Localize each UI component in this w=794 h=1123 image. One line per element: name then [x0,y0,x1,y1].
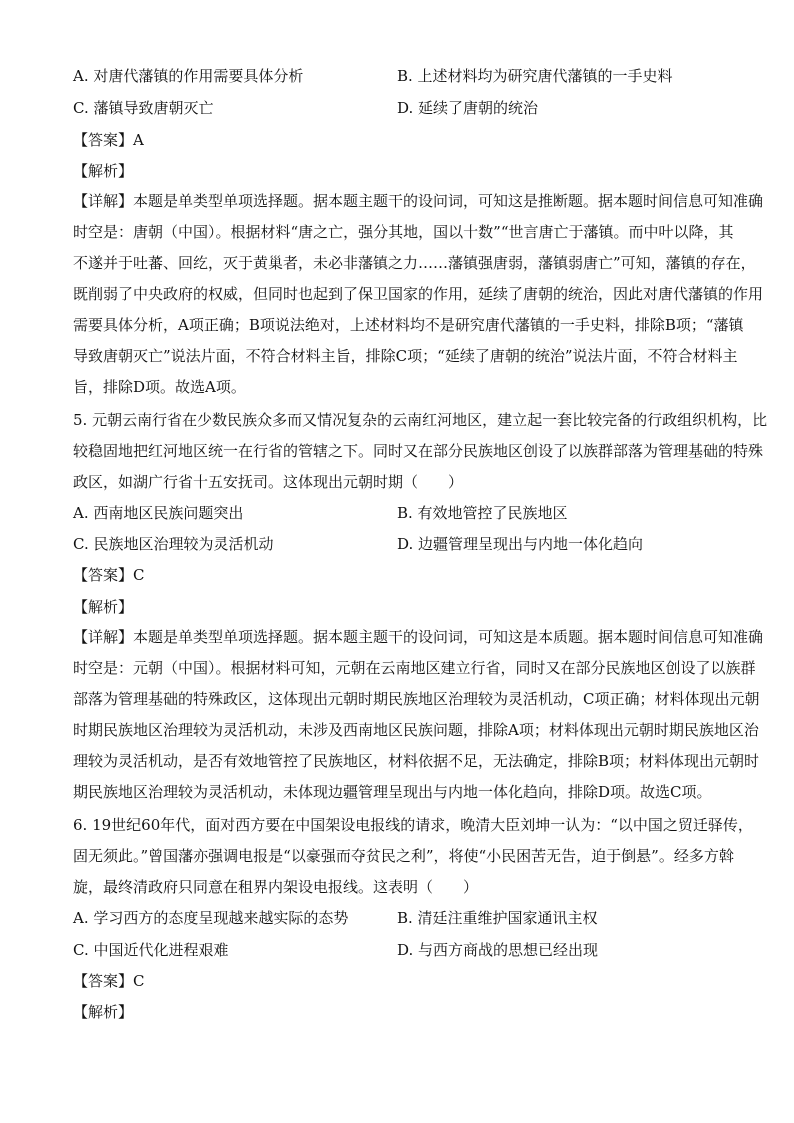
q4-detail-line: 需要具体分析，A项正确；B项说法绝对，上述材料均不是研究唐代藩镇的一手史料，排除B项；“藩镇 [73,316,744,334]
q4-detail-line: 既削弱了中央政府的权威，但同时也起到了保卫国家的作用，延续了唐朝的统治，因此对唐代藩镇的作用 [73,285,764,303]
q5-stem-line: 政区，如湖广行省十五安抚司。这体现出元朝时期（ ） [73,473,464,491]
q4-analysis-label: 【解析】 [73,162,134,180]
q5-detail-line: 理较为灵活机动，是否有效地管控了民族地区，材料依据不足，无法确定，排除B项；材料体现出元朝时 [73,752,760,770]
q5-answer: 【答案】C [73,566,145,584]
q4-detail-line: 旨，排除D项。故选A项。 [73,378,246,396]
q5-detail-line: 期民族地区治理较为灵活机动，未体现边疆管理呈现出与内地一体化趋向，排除D项。故选C项。 [73,783,712,801]
q4-detail-line: 【详解】本题是单类型单项选择题。据本题主题干的设问词，可知这是推断题。据本题时间信息可知准确 [73,192,764,210]
q5-option-a: A. 西南地区民族问题突出 [73,504,244,522]
q6-stem-line: 旋，最终清政府只同意在租界内架设电报线。这表明（ ） [73,878,479,896]
q6-option-c: C. 中国近代化进程艰难 [73,941,229,959]
q5-option-d: D. 边疆管理呈现出与内地一体化趋向 [397,535,644,553]
q5-detail-line: 时空是：元朝（中国）。根据材料可知，元朝在云南地区建立行省，同时又在部分民族地区创设了以族群 [73,659,756,677]
q4-detail-line: 时空是：唐朝（中国）。根据材料“唐之亡，强分其地，国以十数”“世言唐亡于藩镇。而中叶以降，其 [73,223,734,241]
q5-option-b: B. 有效地管控了民族地区 [397,504,568,522]
q5-option-c: C. 民族地区治理较为灵活机动 [73,535,274,553]
q5-detail-line: 时期民族地区治理较为灵活机动，未涉及西南地区民族问题，排除A项；材料体现出元朝时期民族地区治 [73,721,759,739]
q5-analysis-label: 【解析】 [73,598,134,616]
q5-stem-line: 较稳固地把红河地区统一在行省的管辖之下。同时又在部分民族地区创设了以族群部落为管理基础的特殊 [73,442,764,460]
q5-stem-line: 5. 元朝云南行省在少数民族众多而又情况复杂的云南红河地区，建立起一套比较完备的行政组织机构，比 [73,411,768,429]
q4-detail [73,186,764,403]
q6-answer: 【答案】C [73,972,145,990]
q6-stem [73,810,753,903]
q6-stem-line: 固无须此。”曾国藩亦强调电报是“以豪强而夺贫民之利”，将使“小民困苦无告，迫于倒悬”。经多方斡 [73,847,734,865]
q5-detail-line: 部落为管理基础的特殊政区，这体现出元朝时期民族地区治理较为灵活机动，C项正确；材料体现出元朝 [73,690,760,708]
q6-analysis-label: 【解析】 [73,1003,134,1021]
q6-option-b: B. 清廷注重维护国家通讯主权 [397,909,598,927]
q6-option-d: D. 与西方商战的思想已经出现 [397,941,599,959]
q4-option-d: D. 延续了唐朝的统治 [397,99,539,117]
q4-detail-line: 导致唐朝灭亡”说法片面，不符合材料主旨，排除C项；“延续了唐朝的统治”说法片面，不符合材料主 [73,347,738,365]
q5-detail [73,622,764,808]
q6-option-a: A. 学习西方的态度呈现越来越实际的态势 [73,909,349,927]
q6-stem-line: 6. 19世纪60年代，面对西方要在中国架设电报线的请求，晚清大臣刘坤一认为：“以中国之贸迁驿传， [73,816,753,834]
q4-detail-line: 不遂并于吐蕃、回纥，灭于黄巢者，未必非藩镇之力……藩镇强唐弱，藩镇弱唐亡”可知，藩镇的存在， [73,254,756,272]
q4-answer: 【答案】A [73,131,144,149]
q5-detail-line: 【详解】本题是单类型单项选择题。据本题主题干的设问词，可知这是本质题。据本题时间信息可知准确 [73,628,764,646]
q4-option-c: C. 藩镇导致唐朝灭亡 [73,99,214,117]
q5-stem [73,405,768,498]
q4-option-a: A. 对唐代藩镇的作用需要具体分析 [73,67,304,85]
q4-option-b: B. 上述材料均为研究唐代藩镇的一手史料 [397,67,673,85]
